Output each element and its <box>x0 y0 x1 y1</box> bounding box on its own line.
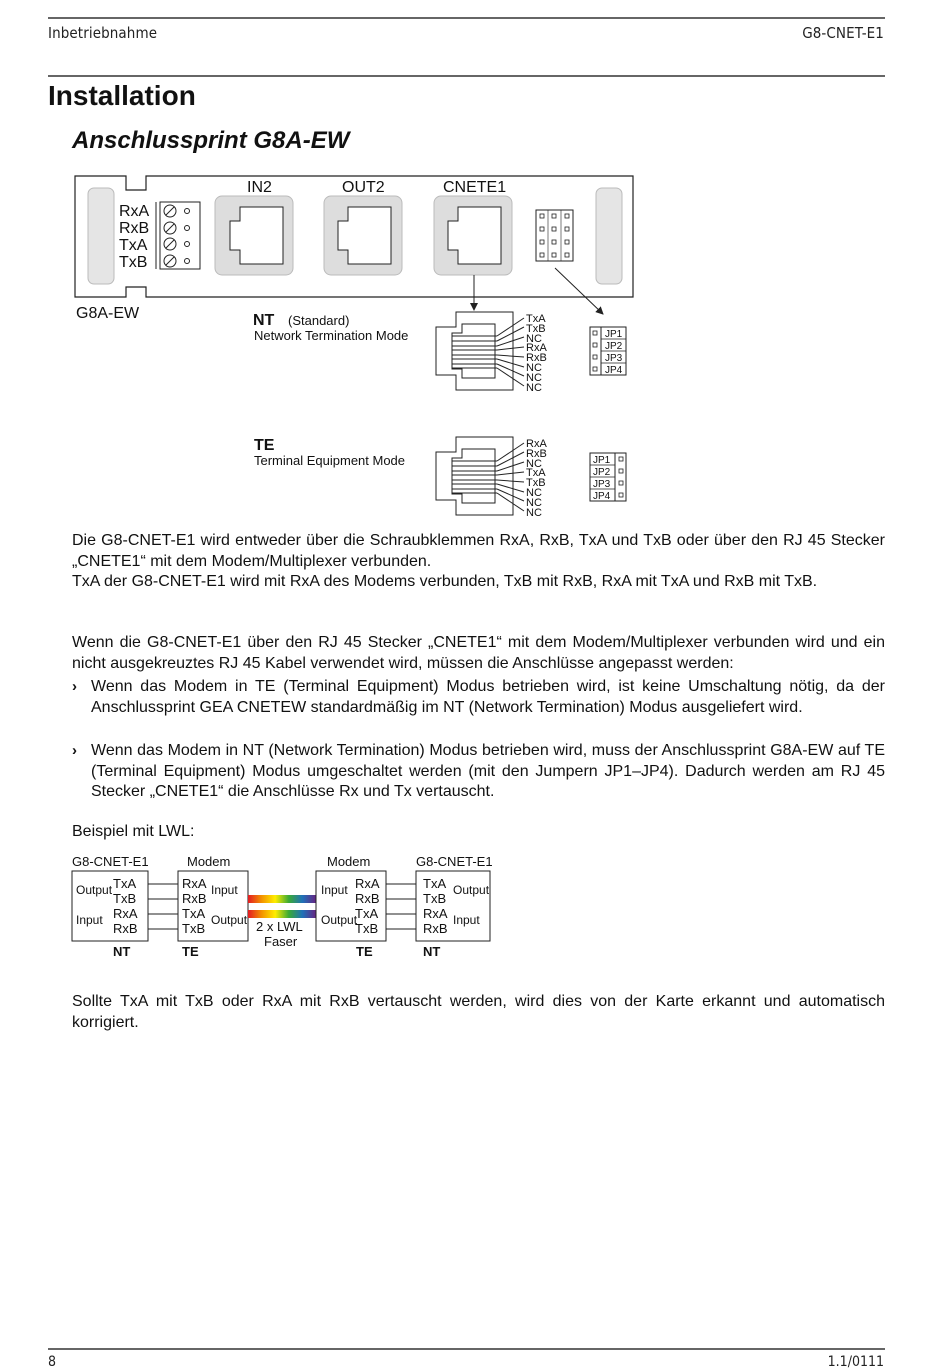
te-pin-label: NC <box>526 458 542 470</box>
lwl-box4-title: G8-CNET-E1 <box>416 854 493 869</box>
lwl-box4-pin: RxB <box>423 921 448 936</box>
lwl-box4-pin: TxB <box>423 891 447 906</box>
footer-rule <box>48 1348 885 1350</box>
lwl-box3-pin: TxB <box>355 921 379 936</box>
nt-pin-label: NC <box>526 382 542 394</box>
nt-jumper-label: JP2 <box>605 341 623 352</box>
lwl-box3-input: Input <box>321 883 348 897</box>
rj45-port-cnete1 <box>434 196 512 275</box>
page-title: Installation <box>48 80 196 111</box>
document-version: 1.1/0111 <box>827 1354 884 1370</box>
te-jumper-label: JP3 <box>593 479 611 490</box>
nt-pin-label: RxA <box>526 342 547 354</box>
port-label-out2: OUT2 <box>342 179 385 196</box>
header-product: G8-CNET-E1 <box>802 24 884 42</box>
paragraph-autocorrect: Sollte TxA mit TxB oder RxA mit RxB vertauscht werden, wird dies von der Karte erkannt und automatisch korrigiert. <box>72 993 885 1031</box>
lwl-box1-title: G8-CNET-E1 <box>72 854 149 869</box>
te-pin-label: TxB <box>526 477 546 489</box>
lwl-box3-pin: RxA <box>355 876 380 891</box>
lwl-box2-pin: RxA <box>182 876 207 891</box>
lwl-box4-pin: RxA <box>423 906 448 921</box>
board-diagram <box>0 170 950 522</box>
nt-jumper-label: JP1 <box>605 329 623 340</box>
lwl-box2-pin: RxB <box>182 891 207 906</box>
rj45-port-in2 <box>215 196 293 275</box>
te-jumper-setting <box>590 453 626 502</box>
paragraph-connection-line2: TxA der G8-CNET-E1 wird mit RxA des Modems verbunden, TxB mit RxB, RxA mit TxA und RxB mit TxB. <box>72 573 818 590</box>
lwl-box1-mode: NT <box>113 944 131 959</box>
nt-pin-label: NC <box>526 372 542 384</box>
lwl-box2-output: Output <box>211 913 248 927</box>
lwl-box2-pin: TxA <box>182 906 206 921</box>
header-section: Inbetriebnahme <box>48 24 158 42</box>
nt-description: Network Termination Mode <box>254 328 409 343</box>
te-pin-label: NC <box>526 487 542 499</box>
nt-jumper-label: JP3 <box>605 353 623 364</box>
te-pin-label: NC <box>526 497 542 509</box>
te-jumper-label: JP1 <box>593 455 611 466</box>
nt-jumper-label: JP4 <box>605 365 623 376</box>
lwl-diagram <box>0 850 950 965</box>
paragraph-rj45: Wenn die G8-CNET-E1 über den RJ 45 Stecker „CNETE1“ mit dem Modem/Multiplexer verbunden wird und ein nicht ausgekreuztes RJ 45 Kabel verwendet wird, müssen die Anschlüsse angepasst werden: <box>72 634 885 672</box>
lwl-box2-mode: TE <box>182 944 199 959</box>
example-label: Beispiel mit LWL: <box>72 823 195 840</box>
lwl-box4-input: Input <box>453 913 480 927</box>
te-rj45-pinout <box>436 437 547 519</box>
paragraph-connection-line1: Die G8-CNET-E1 wird entweder über die Schraubklemmen RxA, RxB, TxA und TxB oder über den RJ 45 Stecker „CNETE1“ mit dem Modem/Multiplexer verbunden. <box>72 532 885 570</box>
mounting-slot-left <box>88 188 114 284</box>
section-subtitle: Anschlussprint G8A-EW <box>72 127 350 154</box>
nt-standard-tag: (Standard) <box>288 313 350 328</box>
lwl-box2-input: Input <box>211 883 238 897</box>
port-label-in2: IN2 <box>247 179 272 196</box>
page-number: 8 <box>48 1354 57 1370</box>
terminal-label: TxA <box>119 237 148 254</box>
te-heading: TE <box>254 437 275 454</box>
nt-pin-label: NC <box>526 333 542 345</box>
lwl-box2-pin: TxB <box>182 921 206 936</box>
lwl-fiber-top <box>248 895 316 903</box>
lwl-box3-pin: TxA <box>355 906 379 921</box>
lwl-box4-mode: NT <box>423 944 441 959</box>
nt-jumper-setting <box>590 327 626 376</box>
nt-heading: NT <box>253 312 275 329</box>
mounting-slot-right <box>596 188 622 284</box>
bullet-nt-mode <box>72 741 885 803</box>
bullet-marker: › <box>72 742 77 759</box>
lwl-box1-pin: RxA <box>113 906 138 921</box>
terminal-label: TxB <box>119 254 148 271</box>
lwl-box3-title: Modem <box>327 854 371 869</box>
nt-pin-label: TxA <box>526 313 546 325</box>
lwl-box3-mode: TE <box>356 944 373 959</box>
lwl-box1-input: Input <box>76 913 103 927</box>
lwl-box3-output: Output <box>321 913 358 927</box>
board-name: G8A-EW <box>76 305 140 322</box>
te-pin-label: RxB <box>526 448 547 460</box>
te-pin-label: NC <box>526 507 542 519</box>
rj45-port-out2 <box>324 196 402 275</box>
nt-pin-label: NC <box>526 362 542 374</box>
paragraph-connection <box>72 531 885 593</box>
lwl-box4-output: Output <box>453 883 490 897</box>
lwl-box3-pin: RxB <box>355 891 380 906</box>
nt-pin-label: RxB <box>526 352 547 364</box>
bullet-nt-text: Wenn das Modem in NT (Network Termination) Modus betrieben wird, muss der Anschlussprint G8A-EW auf TE (Terminal Equipment) Modus umgeschaltet werden (mit den Jumpern JP1–JP4). Dadurch werden am RJ 45 Stecker „CNETE1“ die Anschlüsse Rx und Tx vertauscht. <box>91 742 885 800</box>
nt-rj45-pinout <box>436 312 547 394</box>
bullet-te-text: Wenn das Modem in TE (Terminal Equipment) Modus betrieben wird, ist keine Umschaltung nötig, da der Anschlussprint GEA CNETEW standardmäßig im NT (Network Termination) Modus ausgeliefert wird. <box>91 678 885 716</box>
lwl-box4-pin: TxA <box>423 876 447 891</box>
header-top-rule <box>48 17 885 19</box>
nt-pin-label: TxB <box>526 323 546 335</box>
lwl-box1-output: Output <box>76 883 113 897</box>
bullet-marker: › <box>72 678 77 695</box>
lwl-fiber-label: 2 x LWL <box>256 919 303 934</box>
lwl-fiber-bottom <box>248 910 316 918</box>
jumper-block <box>536 210 573 261</box>
lwl-box1-pin: RxB <box>113 921 138 936</box>
te-description: Terminal Equipment Mode <box>254 453 406 468</box>
terminal-label: RxB <box>119 220 150 237</box>
lwl-box2-title: Modem <box>187 854 231 869</box>
port-label-cnete1: CNETE1 <box>443 179 507 196</box>
te-jumper-label: JP4 <box>593 491 611 502</box>
lwl-box1-pin: TxB <box>113 891 137 906</box>
bullet-te-mode <box>72 677 885 718</box>
te-jumper-label: JP2 <box>593 467 611 478</box>
te-pin-label: TxA <box>526 467 546 479</box>
lwl-fiber-label: Faser <box>264 934 298 949</box>
lwl-box1-pin: TxA <box>113 876 137 891</box>
terminal-label: RxA <box>119 203 150 220</box>
header-bottom-rule <box>48 75 885 77</box>
te-pin-label: RxA <box>526 438 547 450</box>
